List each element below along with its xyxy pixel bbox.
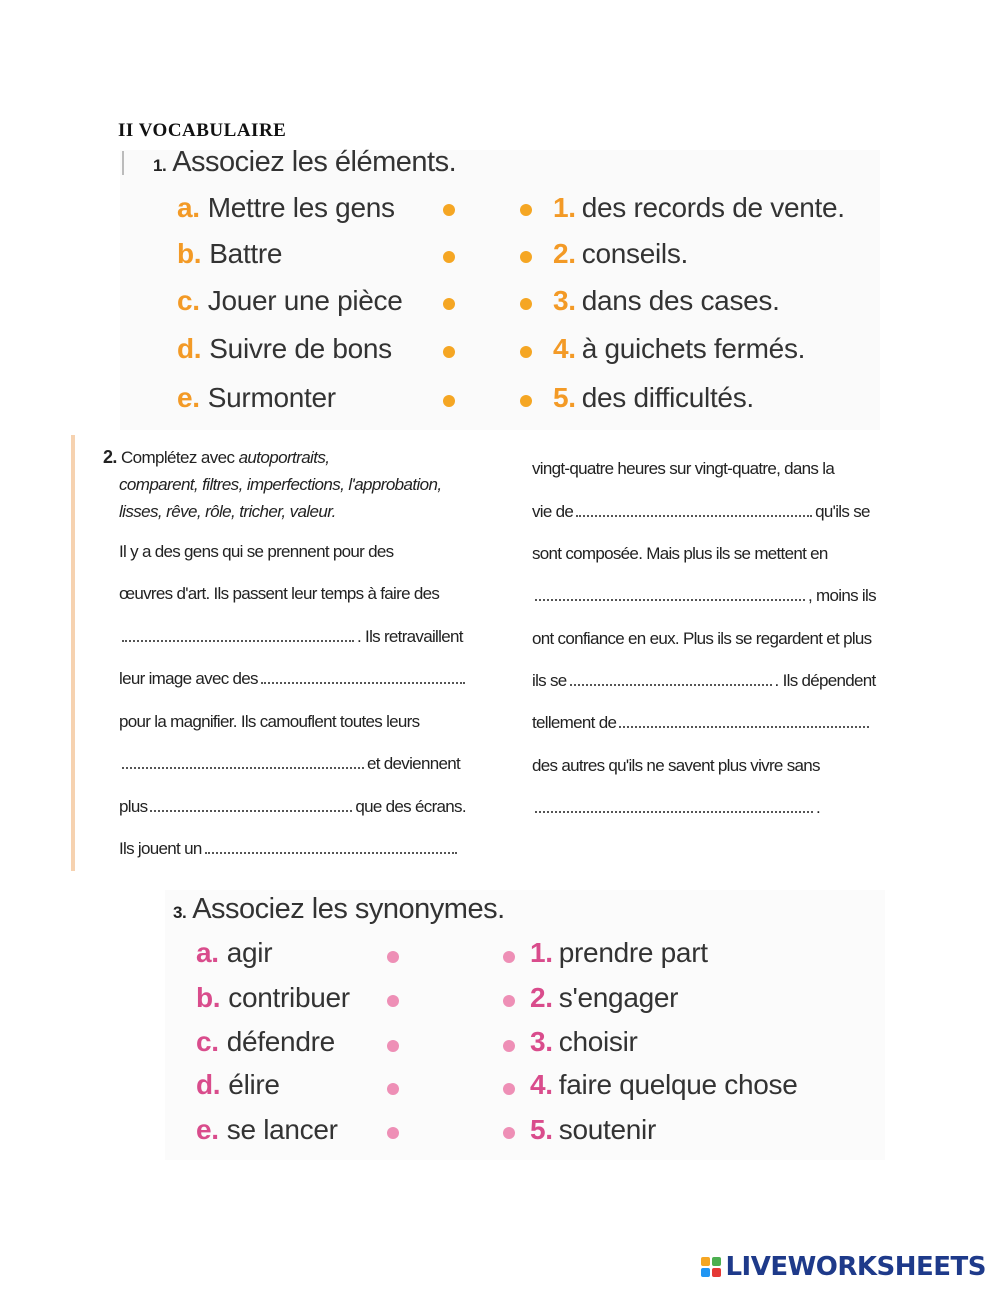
ex3-right-connector-dot[interactable]	[503, 1083, 515, 1095]
word-bank-line: comparent, filtres, imperfections, l'approbation,	[119, 475, 442, 494]
text-line	[119, 627, 463, 647]
item-text: défendre	[226, 1026, 335, 1057]
ex1-left-connector-dot[interactable]	[443, 204, 455, 216]
ex1-left-connector-dot[interactable]	[443, 346, 455, 358]
ex3-left-connector-dot[interactable]	[387, 1083, 399, 1095]
item-text: contribuer	[228, 982, 350, 1013]
ex3-left-item[interactable]	[196, 1114, 338, 1154]
ex3-left-item[interactable]	[196, 1069, 280, 1109]
item-text: conseils.	[581, 238, 689, 269]
item-letter: a.	[177, 192, 200, 223]
blank-field[interactable]	[122, 755, 364, 769]
blank-field[interactable]	[122, 628, 354, 642]
text-line	[119, 797, 466, 817]
text-line: œuvres d'art. Ils passent leur temps à faire des	[119, 584, 440, 603]
ex1-right-connector-dot[interactable]	[520, 346, 532, 358]
ex3-left-item[interactable]	[196, 1026, 335, 1066]
blank-field[interactable]	[150, 798, 352, 812]
item-text: s'engager	[558, 982, 679, 1013]
item-number: 1.	[530, 937, 553, 968]
item-text: des difficultés.	[581, 382, 754, 413]
item-number: 5.	[530, 1114, 553, 1145]
item-text: faire quelque chose	[558, 1069, 798, 1100]
text-line	[119, 839, 460, 859]
text-line: des autres qu'ils ne savent plus vivre sans	[532, 756, 820, 775]
text-fragment: qu'ils se	[815, 502, 870, 521]
blank-field[interactable]	[205, 840, 457, 854]
ex1-right-item[interactable]	[553, 382, 754, 422]
ex1-left-connector-dot[interactable]	[443, 298, 455, 310]
exercise-2-number: 2.	[103, 447, 117, 467]
item-letter: d.	[177, 333, 202, 364]
item-number: 2.	[553, 238, 576, 269]
exercise-1-heading	[153, 146, 456, 179]
item-text: prendre part	[558, 937, 708, 968]
liveworksheets-logo-icon	[701, 1257, 721, 1277]
item-letter: e.	[196, 1114, 219, 1145]
text-line	[532, 798, 820, 818]
text-fragment: vie de	[532, 502, 574, 521]
ex3-right-item[interactable]	[530, 937, 708, 977]
item-text: des records de vente.	[581, 192, 845, 223]
text-fragment: plus	[119, 797, 148, 816]
exercise-1-number: 1.	[153, 156, 167, 175]
exercise-2-instructions	[103, 444, 463, 525]
ex1-right-item[interactable]	[553, 238, 688, 278]
blank-field[interactable]	[576, 503, 812, 517]
ex1-left-item[interactable]	[177, 238, 282, 278]
logo-text: LIVEWORKSHEETS	[725, 1252, 986, 1282]
item-number: 5.	[553, 382, 576, 413]
text-line: ont confiance en eux. Plus ils se regardent et plus	[532, 629, 872, 648]
item-text: dans des cases.	[581, 285, 780, 316]
blank-field[interactable]	[619, 714, 869, 728]
text-line: sont composée. Mais plus ils se mettent en	[532, 544, 828, 563]
text-line	[532, 713, 872, 733]
ex3-right-item[interactable]	[530, 1069, 797, 1109]
item-letter: a.	[196, 937, 219, 968]
ex1-right-connector-dot[interactable]	[520, 395, 532, 407]
item-letter: b.	[196, 982, 221, 1013]
item-text: soutenir	[558, 1114, 656, 1145]
ex1-left-item[interactable]	[177, 382, 336, 422]
text-fragment: leur image avec des	[119, 669, 258, 688]
word-bank-line: lisses, rêve, rôle, tricher, valeur.	[119, 502, 336, 521]
ex1-left-item[interactable]	[177, 333, 392, 373]
ex1-left-connector-dot[interactable]	[443, 251, 455, 263]
text-line	[532, 586, 876, 606]
text-fragment: . Ils dépendent	[774, 671, 876, 690]
ex1-right-item[interactable]	[553, 285, 780, 325]
ex1-right-connector-dot[interactable]	[520, 298, 532, 310]
text-fragment: et deviennent	[367, 754, 460, 773]
exercise-3-number: 3.	[173, 903, 187, 922]
word-bank-line: autoportraits,	[238, 448, 330, 467]
ex1-right-item[interactable]	[553, 333, 805, 373]
item-text: Suivre de bons	[209, 333, 392, 364]
ex3-right-item[interactable]	[530, 1026, 638, 1066]
item-text: élire	[228, 1069, 280, 1100]
ex3-right-connector-dot[interactable]	[503, 995, 515, 1007]
item-letter: c.	[196, 1026, 219, 1057]
ex1-left-item[interactable]	[177, 285, 403, 325]
item-text: Mettre les gens	[207, 192, 395, 223]
ex1-right-connector-dot[interactable]	[520, 204, 532, 216]
ex3-left-item[interactable]	[196, 937, 272, 977]
text-fragment: tellement de	[532, 713, 617, 732]
text-line: pour la magnifier. Ils camouflent toutes leurs	[119, 712, 420, 731]
ex1-right-item[interactable]	[553, 192, 845, 232]
text-line	[532, 671, 876, 691]
ex3-left-connector-dot[interactable]	[387, 951, 399, 963]
text-fragment: ils se	[532, 671, 567, 690]
item-text: Jouer une pièce	[207, 285, 403, 316]
ex3-right-item[interactable]	[530, 982, 678, 1022]
ex3-right-connector-dot[interactable]	[503, 1127, 515, 1139]
item-number: 4.	[553, 333, 576, 364]
item-letter: d.	[196, 1069, 221, 1100]
item-text: Battre	[209, 238, 283, 269]
item-letter: b.	[177, 238, 202, 269]
text-fragment: que des écrans.	[355, 797, 466, 816]
ex3-left-connector-dot[interactable]	[387, 1127, 399, 1139]
text-line: Il y a des gens qui se prennent pour des	[119, 542, 394, 561]
section-title: II VOCABULAIRE	[118, 120, 287, 141]
ex3-left-connector-dot[interactable]	[387, 1040, 399, 1052]
exercise-3-instruction: Associez les synonymes.	[192, 893, 505, 925]
text-line	[532, 502, 870, 522]
item-number: 1.	[553, 192, 576, 223]
text-fragment: , moins ils	[808, 586, 876, 605]
exercise-2-intro: Complétez avec	[120, 448, 235, 467]
item-letter: c.	[177, 285, 200, 316]
ex1-left-item[interactable]	[177, 192, 395, 232]
blank-field[interactable]	[261, 670, 465, 684]
ex3-left-item[interactable]	[196, 982, 350, 1022]
text-line: vingt-quatre heures sur vingt-quatre, dans la	[532, 459, 835, 478]
text-fragment: Ils jouent un	[119, 839, 202, 858]
blank-field[interactable]	[535, 799, 813, 813]
item-number: 3.	[553, 285, 576, 316]
margin-bar	[122, 151, 124, 175]
exercise-3-heading	[173, 893, 505, 926]
blank-field[interactable]	[570, 672, 772, 686]
item-text: choisir	[558, 1026, 638, 1057]
item-text: Surmonter	[207, 382, 336, 413]
text-fragment: . Ils retravaillent	[357, 627, 463, 646]
text-fragment: .	[816, 798, 821, 817]
ex3-right-connector-dot[interactable]	[503, 1040, 515, 1052]
ex3-right-item[interactable]	[530, 1114, 656, 1154]
ex3-right-connector-dot[interactable]	[503, 951, 515, 963]
item-text: agir	[226, 937, 273, 968]
item-number: 3.	[530, 1026, 553, 1057]
item-number: 2.	[530, 982, 553, 1013]
ex1-left-connector-dot[interactable]	[443, 395, 455, 407]
blank-field[interactable]	[535, 587, 805, 601]
item-number: 4.	[530, 1069, 553, 1100]
text-line	[119, 754, 460, 774]
exercise-1-instruction: Associez les éléments.	[172, 146, 457, 178]
item-letter: e.	[177, 382, 200, 413]
ex1-right-connector-dot[interactable]	[520, 251, 532, 263]
item-text: à guichets fermés.	[581, 333, 806, 364]
text-line	[119, 669, 468, 689]
ex3-left-connector-dot[interactable]	[387, 995, 399, 1007]
liveworksheets-logo[interactable]	[701, 1252, 986, 1282]
item-text: se lancer	[226, 1114, 338, 1145]
